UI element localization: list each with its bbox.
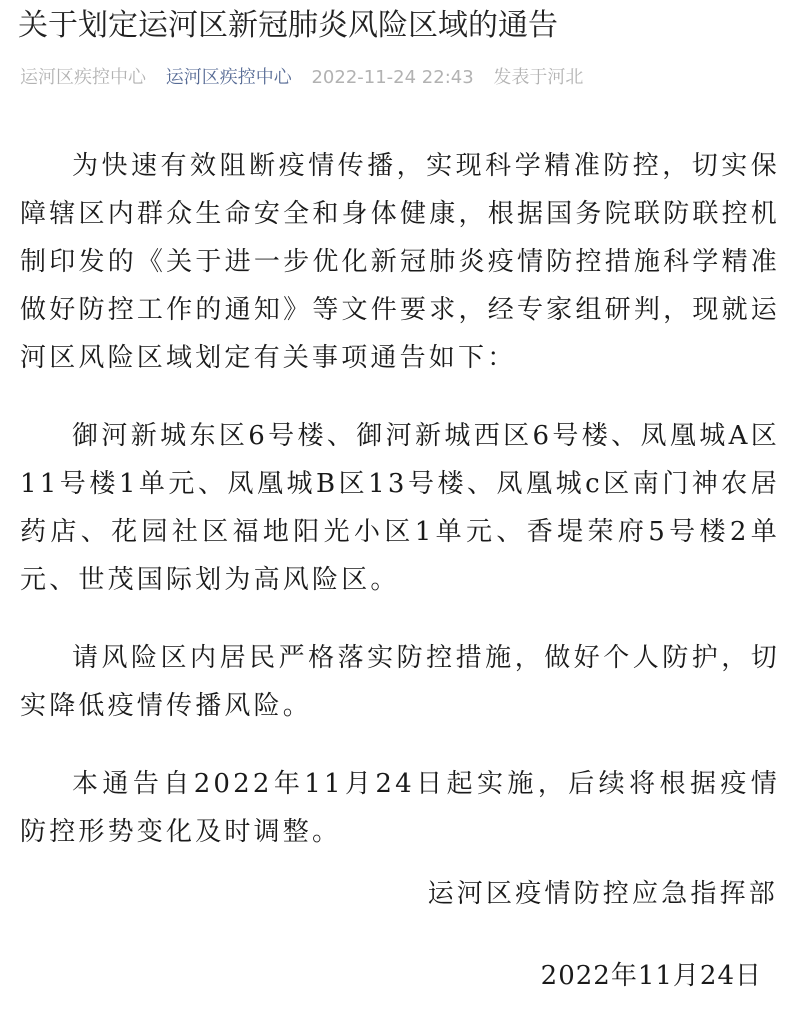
account-name-link[interactable]: 运河区疾控中心 <box>165 67 292 88</box>
author-name: 运河区疾控中心 <box>20 67 146 88</box>
signature: 运河区疫情防控应急指挥部 <box>427 879 778 909</box>
article-meta <box>20 64 597 92</box>
paragraph: 请风险区内居民严格落实防控措施，做好个人防护，切实降低疫情传播风险。 <box>20 643 780 721</box>
publish-location: 发表于河北 <box>493 67 584 88</box>
article-body <box>20 142 780 856</box>
paragraph: 本通告自2022年11月24日起实施，后续将根据疫情防控形势变化及时调整。 <box>20 769 780 847</box>
paragraph: 为快速有效阻断疫情传播，实现科学精准防控，切实保障辖区内群众生命安全和身体健康，根据国务院联防联控机制印发的《关于进一步优化新冠肺炎疫情防控措施科学精准做好防控工作的通知》等文件要求，经专家组研判，现就运河区风险区域划定有关事项通告如下： <box>20 151 780 373</box>
signature-date: 2022年11月24日 <box>540 961 762 991</box>
article-title: 关于划定运河区新冠肺炎风险区域的通告 <box>18 8 558 43</box>
publish-time: 2022-11-24 22:43 <box>311 67 474 88</box>
paragraph: 御河新城东区6号楼、御河新城西区6号楼、凤凰城A区11号楼1单元、凤凰城B区13号楼、凤凰城c区南门神农居药店、花园社区福地阳光小区1单元、香堤荣府5号楼2单元、世茂国际划为高风险区。 <box>20 421 780 595</box>
